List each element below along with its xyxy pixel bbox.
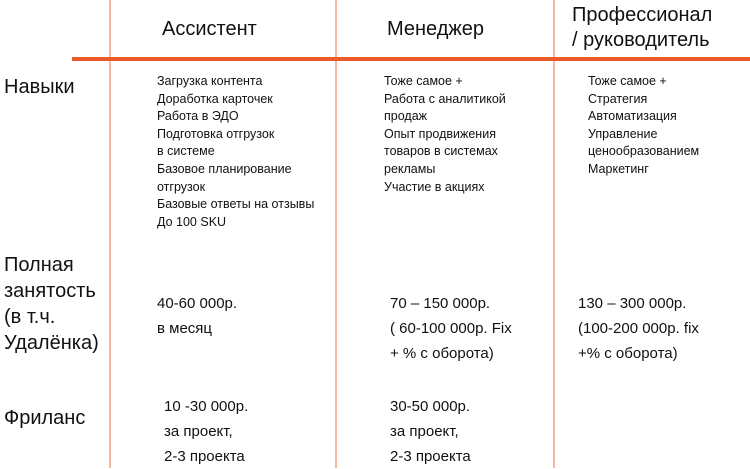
- column-divider-3: [553, 0, 555, 468]
- fulltime-assistant: 40-60 000р. в месяц: [157, 295, 238, 337]
- header-rule: [72, 57, 750, 61]
- column-divider-2: [335, 0, 337, 468]
- fulltime-professional: 130 – 300 000р. (100-200 000р. fix +% с оборота): [578, 295, 699, 362]
- freelance-manager: 30-50 000р. за проект, 2-3 проекта: [390, 398, 471, 465]
- freelance-assistant: 10 -30 000р. за проект, 2-3 проекта: [164, 398, 249, 465]
- skills-professional: Тоже самое + Стратегия Автоматизация Управление ценообразованием Маркетинг: [588, 74, 700, 176]
- column-header-manager: Менеджер: [387, 18, 485, 40]
- row-header-freelance: Фриланс: [4, 407, 86, 429]
- column-divider-1: [109, 0, 111, 468]
- fulltime-manager: 70 – 150 000р. ( 60-100 000р. Fix + % с оборота): [390, 295, 512, 362]
- row-header-skills: Навыки: [4, 76, 75, 98]
- column-header-professional: Профессионал / руководитель: [572, 4, 713, 51]
- skills-manager: Тоже самое + Работа с аналитикой продаж Опыт продвижения товаров в системах рекламы Участие в акциях: [384, 74, 506, 194]
- row-header-full-time: Полная занятость (в т.ч. Удалёнка): [4, 254, 99, 354]
- column-header-assistant: Ассистент: [162, 18, 257, 40]
- skills-assistant: Загрузка контента Доработка карточек Работа в ЭДО Подготовка отгрузок в системе Базовое планирование отгрузок Базовые ответы на отзывы До 100 SKU: [157, 74, 315, 229]
